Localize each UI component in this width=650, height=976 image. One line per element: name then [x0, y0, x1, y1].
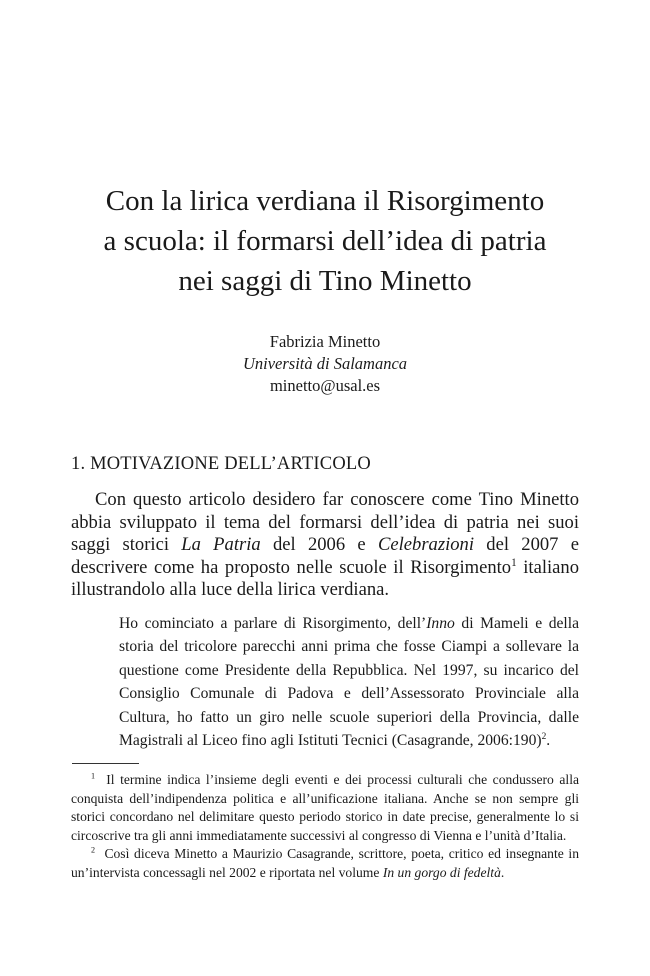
- body-italic-celebrazioni: Celebrazioni: [377, 534, 475, 556]
- quote-italic-inno: Inno: [426, 615, 455, 632]
- footnote-2-number: 2: [91, 845, 96, 855]
- footnote-ref-1: 1: [511, 556, 517, 569]
- author-email: minetto@usal.es: [269, 376, 381, 395]
- section-heading: 1. MOTIVAZIONE DELL’ARTICOLO: [71, 454, 371, 474]
- article-title: [60, 181, 590, 301]
- body-text-3: del 2007 e descrivere come ha proposto nelle scuole il Risorgimento: [71, 534, 579, 578]
- footnote-2-end: .: [500, 864, 505, 880]
- body-italic-la-patria: La Patria: [181, 534, 261, 556]
- title-line-1: Con la lirica verdiana il Risorgimento: [105, 185, 545, 217]
- title-line-3: nei saggi di Tino Minetto: [178, 265, 472, 297]
- footnote-ref-2: 2: [541, 731, 547, 742]
- block-quote: [119, 612, 579, 752]
- body-text-4: italiano illustrandolo alla luce della lirica verdiana.: [71, 556, 579, 601]
- body-paragraph: [71, 489, 579, 602]
- footnote-1-number: 1: [91, 771, 96, 781]
- footnote-2: [71, 845, 579, 882]
- quote-text-1: Ho cominciato a parlare di Risorgimento, dell’: [119, 615, 427, 632]
- body-text-2: del 2006 e: [260, 534, 378, 556]
- author-name: Fabrizia Minetto: [269, 332, 381, 351]
- quote-text-3: .: [546, 732, 551, 750]
- footnote-1-text: Il termine indica l’insieme degli eventi e dei processi culturali che condussero alla conquista dell’indipendenza politica e all’unificazione italiana. Anche se non sempre gli storici concordano nel delimitare questo periodo storico in date precise, generalmente lo si circoscrive tra gli anni immediatamente successivi al congresso di Vienna e l’unità d’Italia.: [71, 772, 580, 843]
- footnote-2-text: Così diceva Minetto a Maurizio Casagrande, scrittore, poeta, critico ed insegnante in un’intervista concessagli nel 2002 e riportata nel volume: [71, 846, 580, 880]
- author-block: [0, 331, 650, 397]
- footnote-1: [71, 771, 579, 845]
- footnotes: [71, 771, 579, 883]
- footnote-divider: [72, 763, 139, 764]
- author-affiliation: Università di Salamanca: [242, 354, 408, 373]
- title-line-2: a scuola: il formarsi dell’idea di patria: [103, 225, 547, 257]
- quote-text-2: di Mameli e della storia del tricolore parecchi anni prima che fosse Ciampi a sollevare la questione come Presidente della Repubblica. Nel 1997, su incarico del Consiglio Comunale di Padova e dell’Assessorato Provinciale alla Cultura, ho fatto un giro nelle scuole superiori della Provincia, dalle Magistrali al Liceo fino agli Istituti Tecnici (Casagrande, 2006:190): [119, 615, 579, 750]
- body-text-1: Con questo articolo desidero far conoscere come Tino Minetto abbia sviluppato il tema del formarsi dell’idea di patria nei suoi saggi storici: [71, 489, 579, 556]
- footnote-2-italic-title: In un gorgo di fedeltà: [382, 864, 501, 880]
